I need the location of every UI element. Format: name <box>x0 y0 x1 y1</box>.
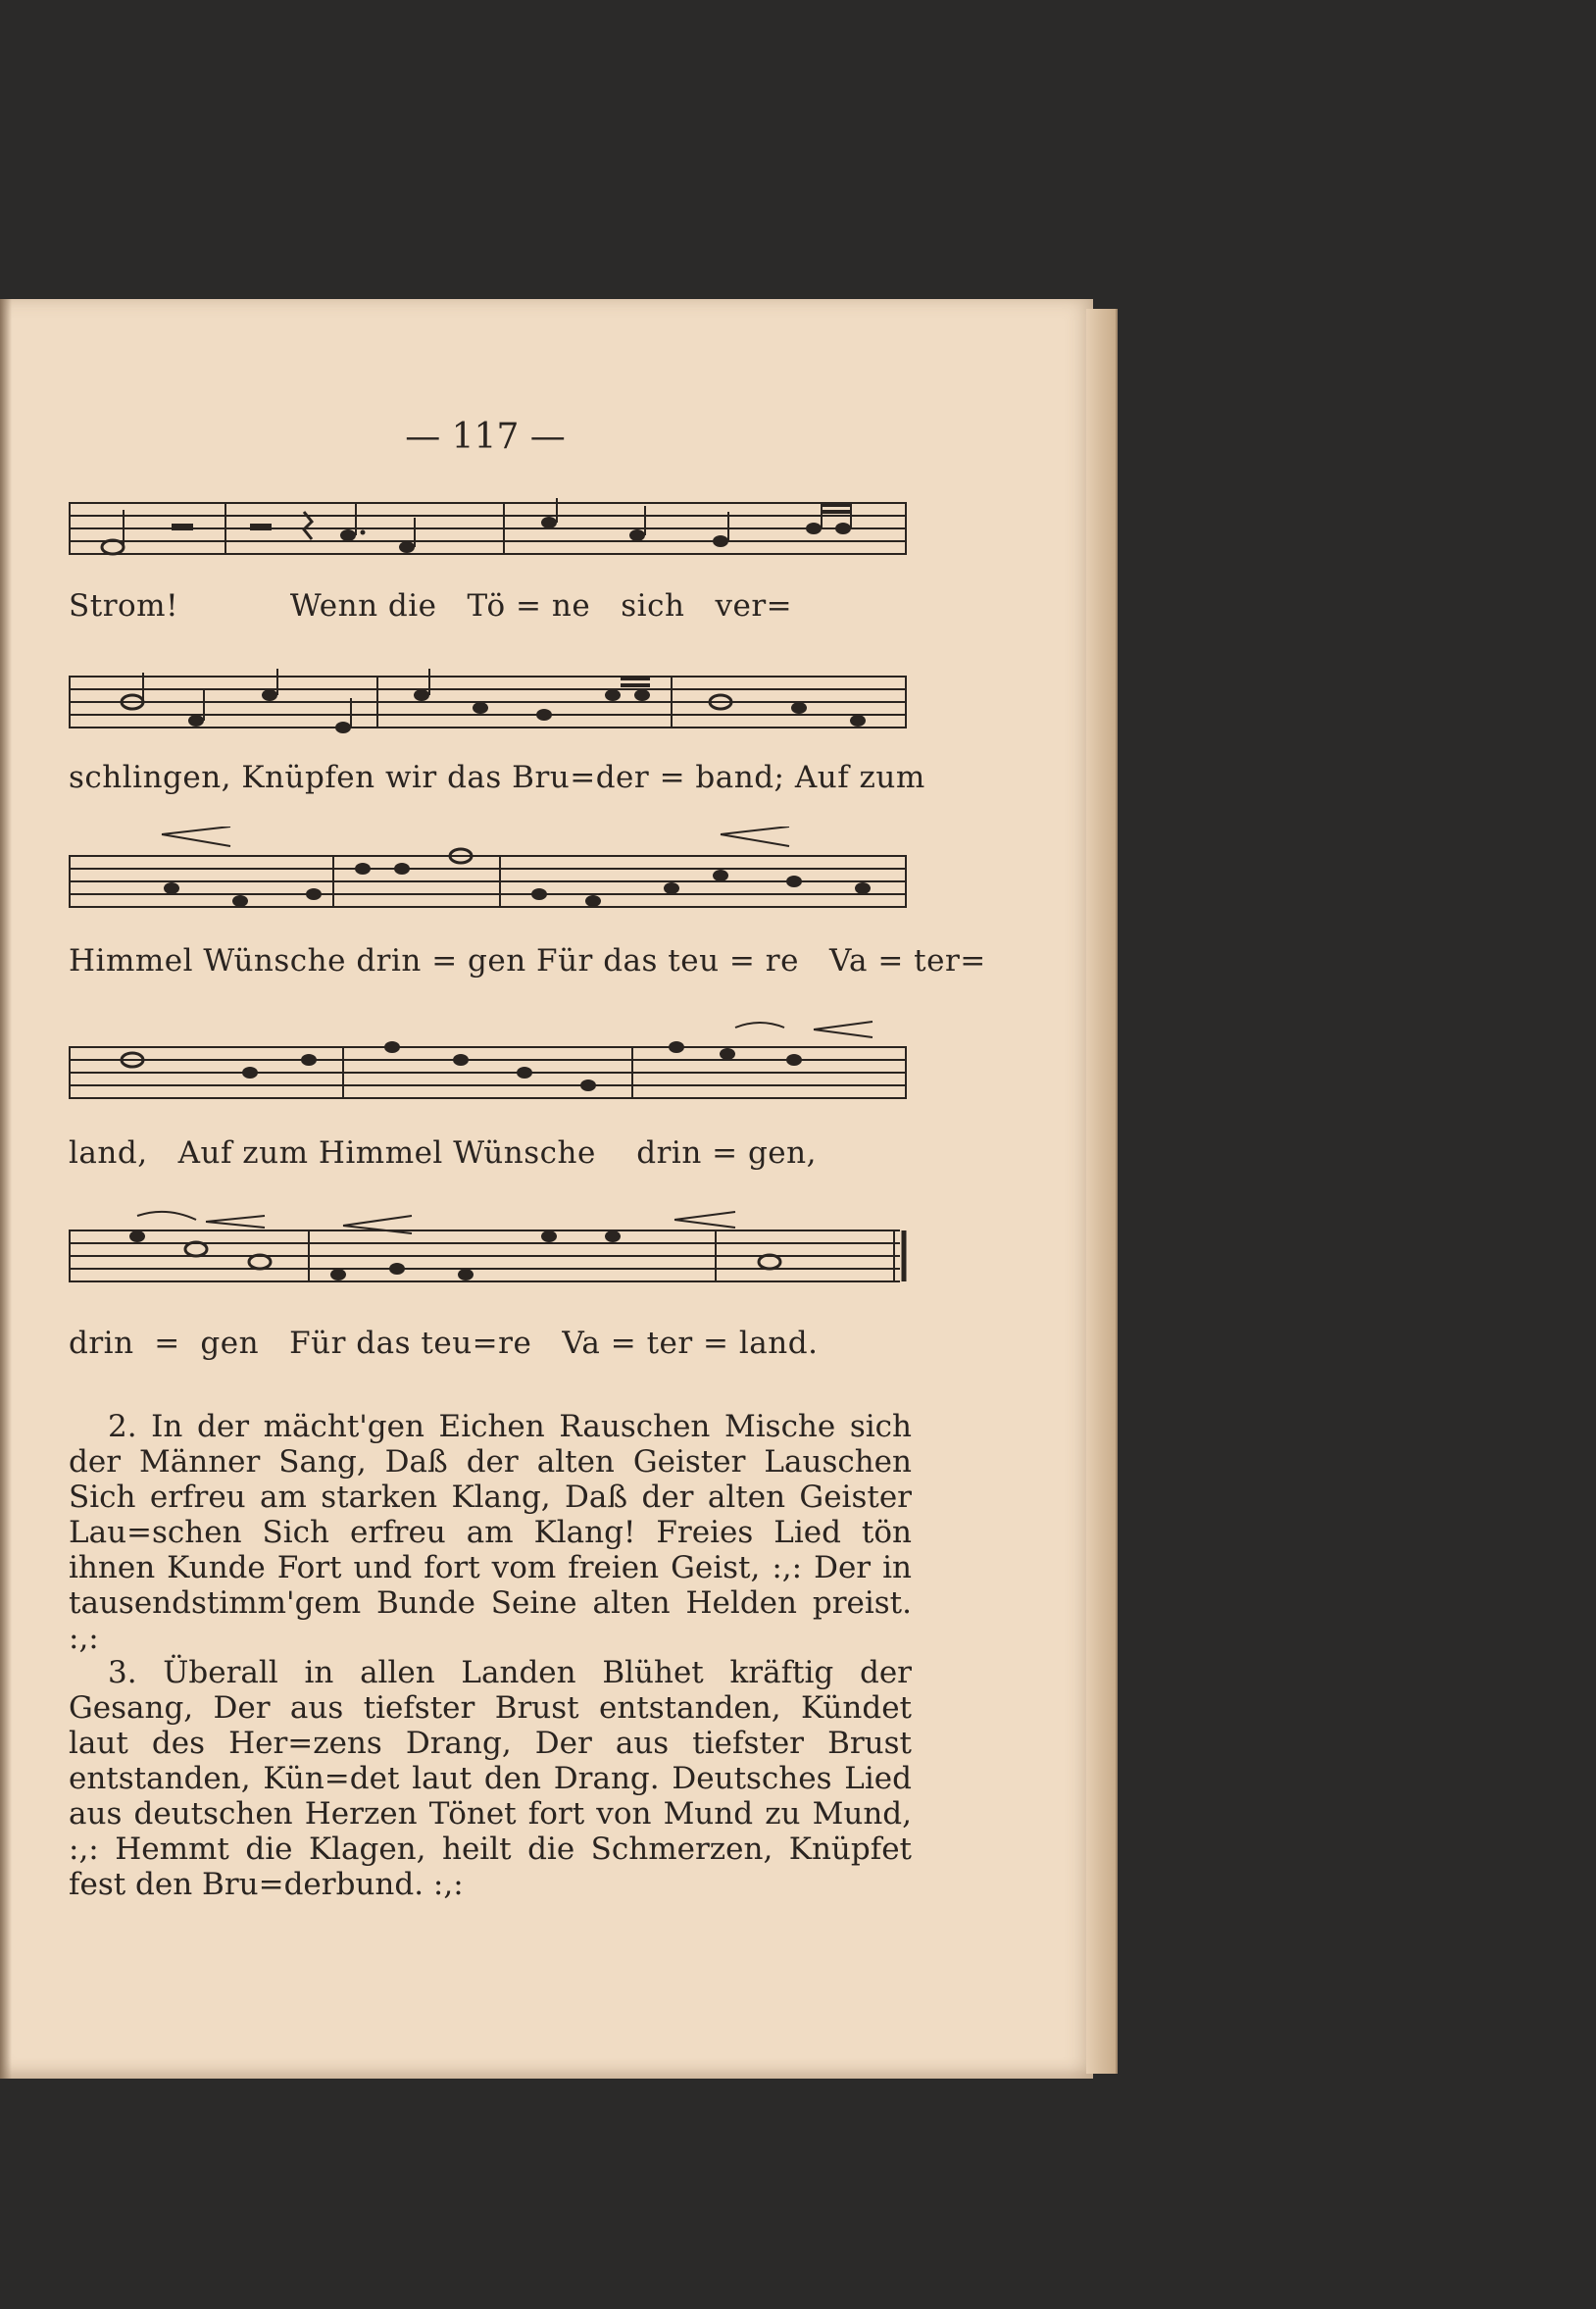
page-number: — 117 — <box>405 417 566 457</box>
lyrics-line-3: Himmel Wünsche drin = gen Für das teu = re Va = ter= <box>69 943 986 979</box>
lyrics-line-1: Strom! Wenn die Tö = ne sich ver= <box>69 588 793 624</box>
page-gutter <box>0 299 12 2079</box>
verse-2: 2. In der mächt'gen Eichen Rauschen Mische sich der Männer Sang, Daß der alten Geister Lauschen Sich erfreu am starken Klang, Daß der alten Geister Lau=schen Sich erfreu am Klang! Freies Lied tön ihnen Kunde Fort und fort vom freien Geist, :,: Der in tausendstimm'gem Bunde Seine alten Helden preist. :,: <box>69 1409 912 1656</box>
lyrics-line-5: drin = gen Für das teu=re Va = ter = land. <box>69 1326 819 1361</box>
lyrics-line-4: land, Auf zum Himmel Wünsche drin = gen, <box>69 1135 817 1171</box>
lyrics-line-2: schlingen, Knüpfen wir das Bru=der = band; Auf zum <box>69 760 925 795</box>
music-staff-2 <box>69 669 907 742</box>
music-staff-3 <box>69 827 907 920</box>
page-edge <box>1086 309 1118 2074</box>
music-staff-1 <box>69 498 907 567</box>
music-staff-5 <box>69 1206 907 1304</box>
verse-3: 3. Überall in allen Landen Blühet kräftig der Gesang, Der aus tiefster Brust entstanden, Kündet laut des Her=zens Drang, Der aus tiefster Brust entstanden, Kün=det laut den Drang. Deutsches Lied aus deutschen Herzen Tönet fort von Mund zu Mund, :,: Hemmt die Klagen, heilt die Schmerzen, Knüpfet fest den Bru=derbund. :,: <box>69 1655 912 1902</box>
music-staff-4 <box>69 1018 907 1111</box>
